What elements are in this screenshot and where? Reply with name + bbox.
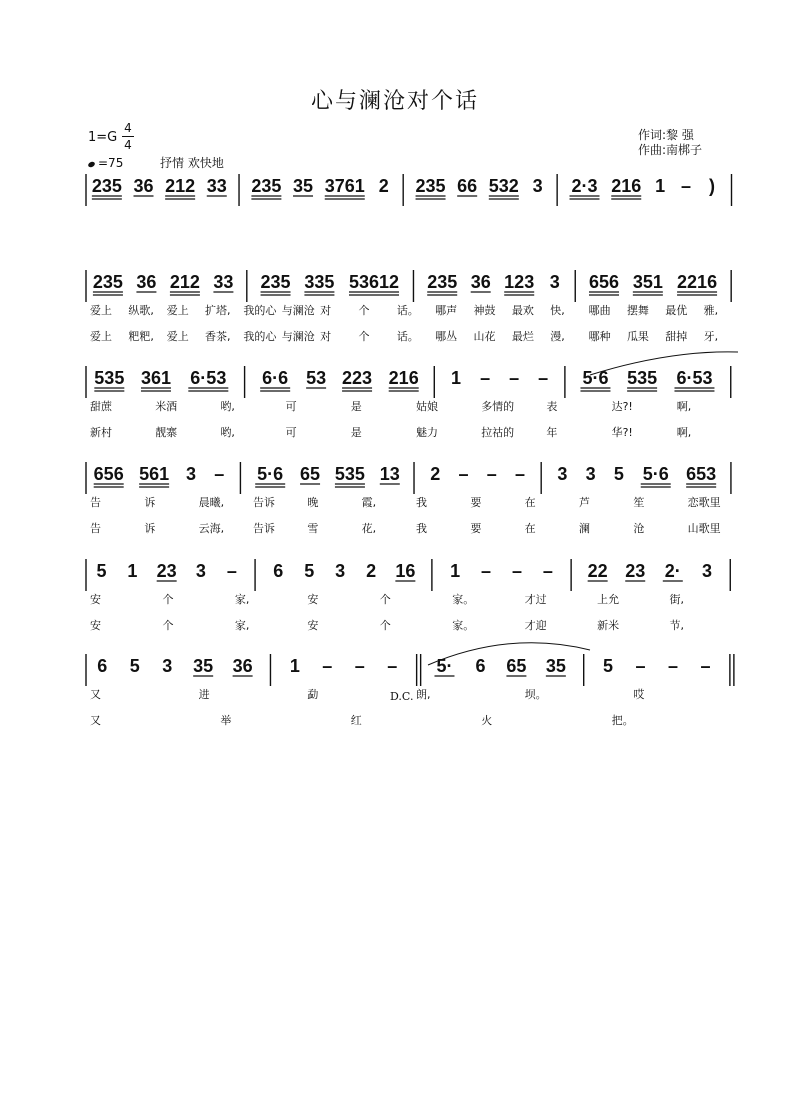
lyric-verse-2: 安 bbox=[307, 619, 319, 632]
note-group: – bbox=[668, 656, 679, 676]
lyric-verse-1: 可 bbox=[285, 400, 297, 413]
lyric-verse-2: 山歌里 bbox=[687, 522, 721, 535]
note-group: 23 bbox=[625, 561, 646, 581]
note-group: 5 bbox=[603, 656, 614, 676]
lyric-verse-2: 年 bbox=[546, 426, 558, 439]
lyric-verse-2: 魅力 bbox=[416, 426, 438, 439]
note-group: 235 bbox=[260, 272, 291, 292]
lyric-verse-2: 哟, bbox=[220, 426, 235, 439]
note-group: 535 bbox=[627, 368, 658, 388]
note-group: 235 bbox=[415, 176, 446, 196]
lyric-verse-1: 又 bbox=[90, 688, 101, 701]
lyric-verse-2: 个 bbox=[162, 619, 174, 632]
note-group: 3 bbox=[557, 464, 568, 484]
note-group: 65 bbox=[300, 464, 321, 484]
note-group: – bbox=[322, 656, 333, 676]
lyric-verse-1: 上允 bbox=[597, 593, 620, 606]
note-group: 3 bbox=[195, 561, 206, 581]
lyric-verse-1: 甜蔗 bbox=[90, 400, 112, 413]
lyric-verse-2: 漫, bbox=[550, 330, 565, 343]
note-group: – bbox=[681, 176, 692, 196]
lyric-verse-1: 告 bbox=[90, 496, 101, 509]
lyric-verse-2: 个 bbox=[358, 330, 370, 343]
note-group: 656 bbox=[588, 272, 620, 292]
lyric-verse-1: 晨曦, bbox=[198, 496, 225, 509]
lyric-verse-1: 米酒 bbox=[155, 400, 178, 413]
lyric-verse-1: 安 bbox=[90, 593, 101, 606]
lyric-verse-2: 爱上 bbox=[90, 330, 112, 343]
lyric-verse-1: 告诉 bbox=[253, 496, 275, 509]
note-group: 235 bbox=[251, 176, 282, 196]
note-group: – bbox=[542, 561, 553, 581]
note-group: 6 bbox=[475, 656, 486, 676]
lyric-verse-2: 在 bbox=[524, 522, 536, 535]
lyric-verse-2: 爱上 bbox=[166, 330, 189, 343]
note-group: 36 bbox=[136, 272, 157, 292]
lyric-verse-2: 啊, bbox=[676, 426, 692, 439]
note-group: 5 bbox=[613, 464, 624, 484]
note-group: 5·6 bbox=[582, 368, 609, 388]
lyric-verse-2: 雪 bbox=[307, 522, 319, 535]
lyric-verse-1: 朗, bbox=[416, 688, 431, 701]
note-group: 13 bbox=[379, 464, 400, 484]
note-group: – bbox=[387, 656, 398, 676]
note-group: 653 bbox=[686, 464, 717, 484]
note-group: 22 bbox=[587, 561, 608, 581]
lyric-verse-2: 红 bbox=[350, 714, 362, 727]
note-group: ) bbox=[709, 176, 716, 196]
lyric-verse-1: 神鼓 bbox=[473, 304, 496, 317]
note-group: 3761 bbox=[324, 176, 365, 196]
lyric-verse-2: 家。 bbox=[452, 619, 475, 632]
lyric-verse-2: 粑粑, bbox=[128, 330, 154, 343]
note-group: 3 bbox=[532, 176, 543, 196]
note-group: 212 bbox=[169, 272, 200, 292]
lyric-verse-2: 是 bbox=[350, 426, 362, 439]
lyric-verse-2: 家, bbox=[234, 619, 250, 632]
lyric-verse-1: 坝。 bbox=[524, 688, 547, 701]
lyric-verse-1: 啊, bbox=[676, 400, 692, 413]
lyric-verse-2: 最烂 bbox=[511, 330, 534, 343]
note-group: 532 bbox=[488, 176, 519, 196]
note-group: – bbox=[700, 656, 711, 676]
note-group: 3 bbox=[185, 464, 196, 484]
lyric-verse-2: 节, bbox=[669, 619, 685, 632]
key-signature: 1=G bbox=[88, 130, 118, 145]
lyric-verse-2: 花, bbox=[361, 522, 377, 535]
lyric-verse-2: 澜 bbox=[579, 522, 590, 535]
note-group: 335 bbox=[304, 272, 335, 292]
lyric-verse-1: 爱上 bbox=[90, 304, 112, 317]
lyric-verse-1: 家, bbox=[234, 593, 250, 606]
note-group: 5 bbox=[129, 656, 140, 676]
lyric-verse-1: 霞, bbox=[361, 496, 377, 509]
note-group: 35 bbox=[545, 656, 566, 676]
lyric-verse-2: 安 bbox=[90, 619, 101, 632]
note-group: 2216 bbox=[677, 272, 718, 292]
lyric-verse-2: 我 bbox=[416, 522, 427, 535]
lyric-verse-2: 与澜沧 bbox=[281, 330, 315, 343]
note-group: 123 bbox=[504, 272, 535, 292]
note-group: 6 bbox=[273, 561, 284, 581]
lyric-verse-2: 火 bbox=[481, 714, 493, 727]
note-group: 36 bbox=[133, 176, 154, 196]
note-group: 23 bbox=[156, 561, 177, 581]
lyric-verse-1: 爱上 bbox=[166, 304, 189, 317]
note-group: 561 bbox=[139, 464, 170, 484]
note-group: 6·53 bbox=[190, 368, 227, 388]
slur-arc bbox=[590, 352, 738, 375]
lyric-verse-2: 牙, bbox=[703, 330, 719, 343]
lyric-verse-1: 最优 bbox=[665, 304, 688, 317]
lyric-verse-2: 山花 bbox=[473, 330, 496, 343]
note-group: 535 bbox=[94, 368, 125, 388]
note-group: 3 bbox=[335, 561, 346, 581]
note-group: 1 bbox=[450, 561, 461, 581]
lyric-verse-1: 对 bbox=[320, 304, 332, 317]
note-group: 2 bbox=[378, 176, 389, 196]
lyric-verse-1: 在 bbox=[524, 496, 536, 509]
lyric-verse-1: 姑娘 bbox=[416, 400, 438, 413]
song-title: 心与澜沧对个话 bbox=[310, 89, 479, 114]
lyric-verse-2: 对 bbox=[320, 330, 332, 343]
lyric-verse-1: 要 bbox=[470, 496, 482, 509]
lyric-verse-1: 笙 bbox=[633, 496, 645, 509]
note-group: 212 bbox=[165, 176, 196, 196]
lyric-verse-2: 告诉 bbox=[253, 522, 275, 535]
note-group: 1 bbox=[655, 176, 666, 196]
lyric-verse-2: 新米 bbox=[597, 619, 620, 632]
note-group: 235 bbox=[91, 176, 122, 196]
lyric-verse-2: 哪种 bbox=[588, 330, 611, 343]
lyric-verse-2: 云海, bbox=[198, 522, 225, 535]
lyric-verse-1: 哪曲 bbox=[588, 304, 611, 317]
lyric-verse-1: 扩塔, bbox=[205, 304, 231, 317]
lyric-verse-1: 哎 bbox=[633, 688, 645, 701]
note-group: 216 bbox=[611, 176, 642, 196]
note-group: 65 bbox=[506, 656, 527, 676]
lyric-verse-1: 才过 bbox=[524, 593, 547, 606]
lyric-verse-1: 家。 bbox=[452, 593, 475, 606]
lyric-verse-1: 话。 bbox=[396, 304, 419, 317]
lyric-verse-1: 与澜沧 bbox=[281, 304, 315, 317]
note-group: 33 bbox=[206, 176, 227, 196]
note-group: 35 bbox=[193, 656, 214, 676]
lyric-verse-1: 多情的 bbox=[481, 400, 515, 413]
lyric-verse-2: 把。 bbox=[611, 714, 634, 727]
time-signature-top: 4 bbox=[124, 121, 132, 135]
note-group: 5·6 bbox=[642, 464, 669, 484]
lyric-verse-1: 勐 bbox=[307, 688, 319, 701]
note-group: – bbox=[214, 464, 225, 484]
lyric-verse-2: 诉 bbox=[144, 522, 156, 535]
note-group: 3 bbox=[702, 561, 713, 581]
note-group: – bbox=[538, 368, 549, 388]
lyric-verse-1: 哪声 bbox=[435, 304, 458, 317]
lyric-verse-2: 瓜果 bbox=[626, 330, 649, 343]
note-group: – bbox=[635, 656, 646, 676]
lyric-verse-2: 告 bbox=[90, 522, 101, 535]
lyric-verse-2: 香茶, bbox=[205, 330, 231, 343]
lyric-verse-1: 恋歌里 bbox=[687, 496, 721, 509]
lyric-verse-1: 个 bbox=[358, 304, 370, 317]
note-group: 216 bbox=[388, 368, 419, 388]
note-group: 35 bbox=[293, 176, 314, 196]
lyric-verse-2: 拉祜的 bbox=[481, 426, 515, 439]
note-group: – bbox=[486, 464, 497, 484]
note-group: 5·6 bbox=[257, 464, 284, 484]
note-group: 5 bbox=[304, 561, 315, 581]
note-group: 2 bbox=[430, 464, 441, 484]
lyric-verse-1: 最欢 bbox=[511, 304, 534, 317]
lyric-verse-1: 个 bbox=[379, 593, 391, 606]
tempo-value: =75 bbox=[98, 156, 124, 170]
note-group: 361 bbox=[140, 368, 171, 388]
lyric-verse-1: 进 bbox=[198, 688, 210, 701]
note-group: 3 bbox=[162, 656, 173, 676]
note-group: 66 bbox=[457, 176, 478, 196]
lyric-verse-1: 是 bbox=[350, 400, 362, 413]
note-group: 535 bbox=[334, 464, 365, 484]
note-group: – bbox=[514, 464, 526, 484]
note-group: 6 bbox=[97, 656, 108, 676]
note-group: 235 bbox=[427, 272, 458, 292]
note-group: 53612 bbox=[348, 272, 400, 292]
note-group: – bbox=[354, 656, 365, 676]
note-group: 5 bbox=[96, 561, 107, 581]
note-group: 5· bbox=[436, 656, 453, 676]
note-group: 235 bbox=[92, 272, 123, 292]
note-group: 223 bbox=[342, 368, 373, 388]
lyric-verse-1: 我的心 bbox=[243, 304, 277, 317]
lyric-verse-1: 街, bbox=[669, 593, 685, 606]
composer: 作曲:南梆子 bbox=[638, 143, 703, 157]
note-group: 6·6 bbox=[262, 368, 289, 388]
lyric-verse-1: 诉 bbox=[144, 496, 156, 509]
note-group: 2· bbox=[664, 561, 681, 581]
lyric-verse-1: 晚 bbox=[307, 496, 319, 509]
lyric-verse-1: 表 bbox=[546, 400, 558, 413]
lyric-verse-2: 新村 bbox=[90, 426, 112, 439]
lyric-verse-2: 要 bbox=[470, 522, 482, 535]
note-group: 3 bbox=[549, 272, 560, 292]
lyric-verse-2: 华?! bbox=[611, 426, 633, 439]
lyric-verse-2: 甜掉 bbox=[665, 330, 688, 343]
note-group: 33 bbox=[213, 272, 234, 292]
note-group: 16 bbox=[395, 561, 416, 581]
note-group: 1 bbox=[451, 368, 462, 388]
lyric-verse-2: 可 bbox=[285, 426, 297, 439]
lyric-verse-2: 又 bbox=[90, 714, 101, 727]
lyric-verse-2: 靓寨 bbox=[155, 426, 178, 439]
note-group: 3 bbox=[585, 464, 596, 484]
lyric-verse-1: 达?! bbox=[611, 400, 633, 413]
lyric-verse-1: 芦 bbox=[579, 496, 590, 509]
lyric-verse-2: 举 bbox=[220, 714, 232, 727]
note-group: 2·3 bbox=[571, 176, 598, 196]
lyric-verse-2: 哪丛 bbox=[435, 330, 458, 343]
expression-marking: 抒情 欢快地 bbox=[160, 156, 224, 170]
lyric-verse-1: 纵歌, bbox=[128, 304, 154, 317]
time-signature-bottom: 4 bbox=[124, 138, 132, 152]
note-group: 6·53 bbox=[676, 368, 713, 388]
note-group: – bbox=[511, 561, 522, 581]
lyricist: 作词:黎 强 bbox=[638, 128, 694, 142]
lyric-verse-1: 我 bbox=[416, 496, 427, 509]
note-group: 2 bbox=[366, 561, 377, 581]
note-group: – bbox=[226, 561, 237, 581]
lyric-verse-2: 个 bbox=[379, 619, 391, 632]
lyric-verse-2: 我的心 bbox=[243, 330, 277, 343]
note-group: – bbox=[458, 464, 469, 484]
note-group: 351 bbox=[632, 272, 663, 292]
note-group: 36 bbox=[470, 272, 491, 292]
lyric-verse-1: 快, bbox=[550, 304, 565, 317]
dc-marking: D.C. bbox=[390, 690, 414, 703]
lyric-verse-1: 安 bbox=[307, 593, 319, 606]
lyric-verse-1: 哟, bbox=[220, 400, 235, 413]
note-group: 36 bbox=[232, 656, 253, 676]
lyric-verse-2: 才迎 bbox=[524, 619, 547, 632]
lyric-verse-1: 个 bbox=[162, 593, 174, 606]
lyric-verse-2: 话。 bbox=[396, 330, 419, 343]
note-group: 53 bbox=[306, 368, 327, 388]
lyric-verse-1: 摆舞 bbox=[626, 304, 649, 317]
note-group: 656 bbox=[93, 464, 124, 484]
note-group: 1 bbox=[127, 561, 138, 581]
note-group: – bbox=[509, 368, 520, 388]
note-group: – bbox=[481, 561, 492, 581]
lyric-verse-1: 雅, bbox=[703, 304, 719, 317]
note-group: – bbox=[480, 368, 491, 388]
lyric-verse-2: 沧 bbox=[633, 522, 645, 535]
note-group: 1 bbox=[289, 656, 300, 676]
